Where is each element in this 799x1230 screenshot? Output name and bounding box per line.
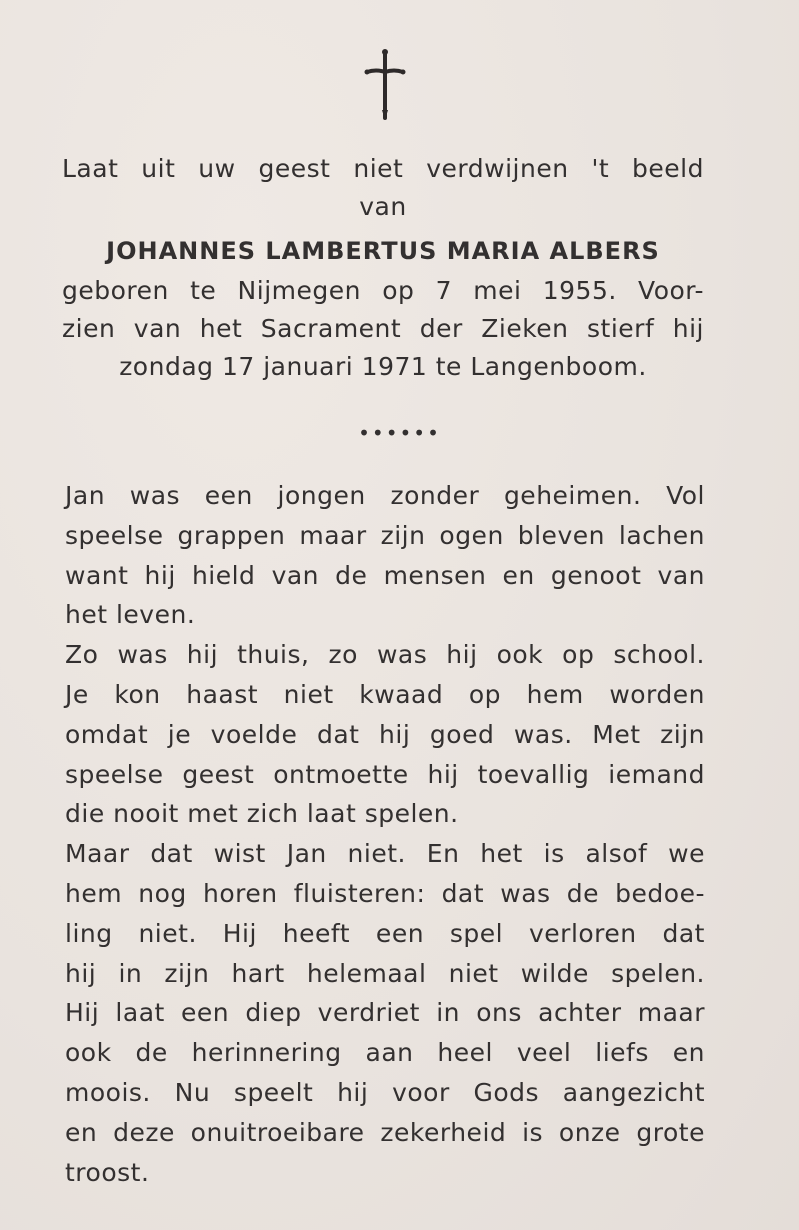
text-line: Jan was een jongen zonder geheimen. Vol [65, 481, 705, 510]
bio-line: zondag 17 januari 1971 te Langenboom. [119, 352, 647, 381]
bio-line: geboren te Nijmegen op 7 mei 1955. Voor- [62, 276, 704, 305]
text-line: die nooit met zich laat spelen. [65, 799, 459, 829]
text-line: het leven. [65, 600, 196, 630]
text-line: moois. Nu speelt hij voor Gods aangezicht [65, 1077, 705, 1107]
text-line: speelse geest ontmoette hij toevallig iemand [65, 759, 705, 789]
text-line: hem nog horen fluisteren: dat was de bedoe- [65, 878, 705, 908]
text-line: speelse grappen maar zijn ogen bleven lachen [65, 520, 705, 550]
text-line: omdat je voelde dat hij goed was. Met zijn [65, 719, 705, 749]
separator-dots: •••••• [358, 421, 441, 445]
cross-icon [363, 48, 407, 122]
text-line: want hij hield van de mensen en genoot van [65, 560, 705, 590]
bio-line: zien van het Sacrament der Zieken stierf hij [62, 314, 704, 343]
text-line: troost. [65, 1157, 150, 1187]
text-line: ling niet. Hij heeft een spel verloren dat [65, 918, 705, 948]
text-line: hij in zijn hart helemaal niet wilde spelen. [65, 958, 705, 988]
text-line: Maar dat wist Jan niet. En het is alsof we [65, 839, 705, 869]
memorial-text [65, 476, 705, 1192]
deceased-name: JOHANNES LAMBERTUS MARIA ALBERS [106, 237, 660, 265]
text-line: Hij laat een diep verdriet in ons achter maar [65, 998, 705, 1028]
text-line: Zo was hij thuis, zo was hij ook op school. [65, 640, 705, 670]
text-line: Je kon haast niet kwaad op hem worden [65, 679, 705, 709]
text-line: en deze onuitroeibare zekerheid is onze grote [65, 1117, 705, 1147]
header-van: van [359, 192, 407, 221]
header-line: Laat uit uw geest niet verdwijnen 't beeld [62, 154, 704, 183]
memorial-header [62, 150, 704, 386]
text-line: ook de herinnering aan heel veel liefs en [65, 1038, 705, 1068]
